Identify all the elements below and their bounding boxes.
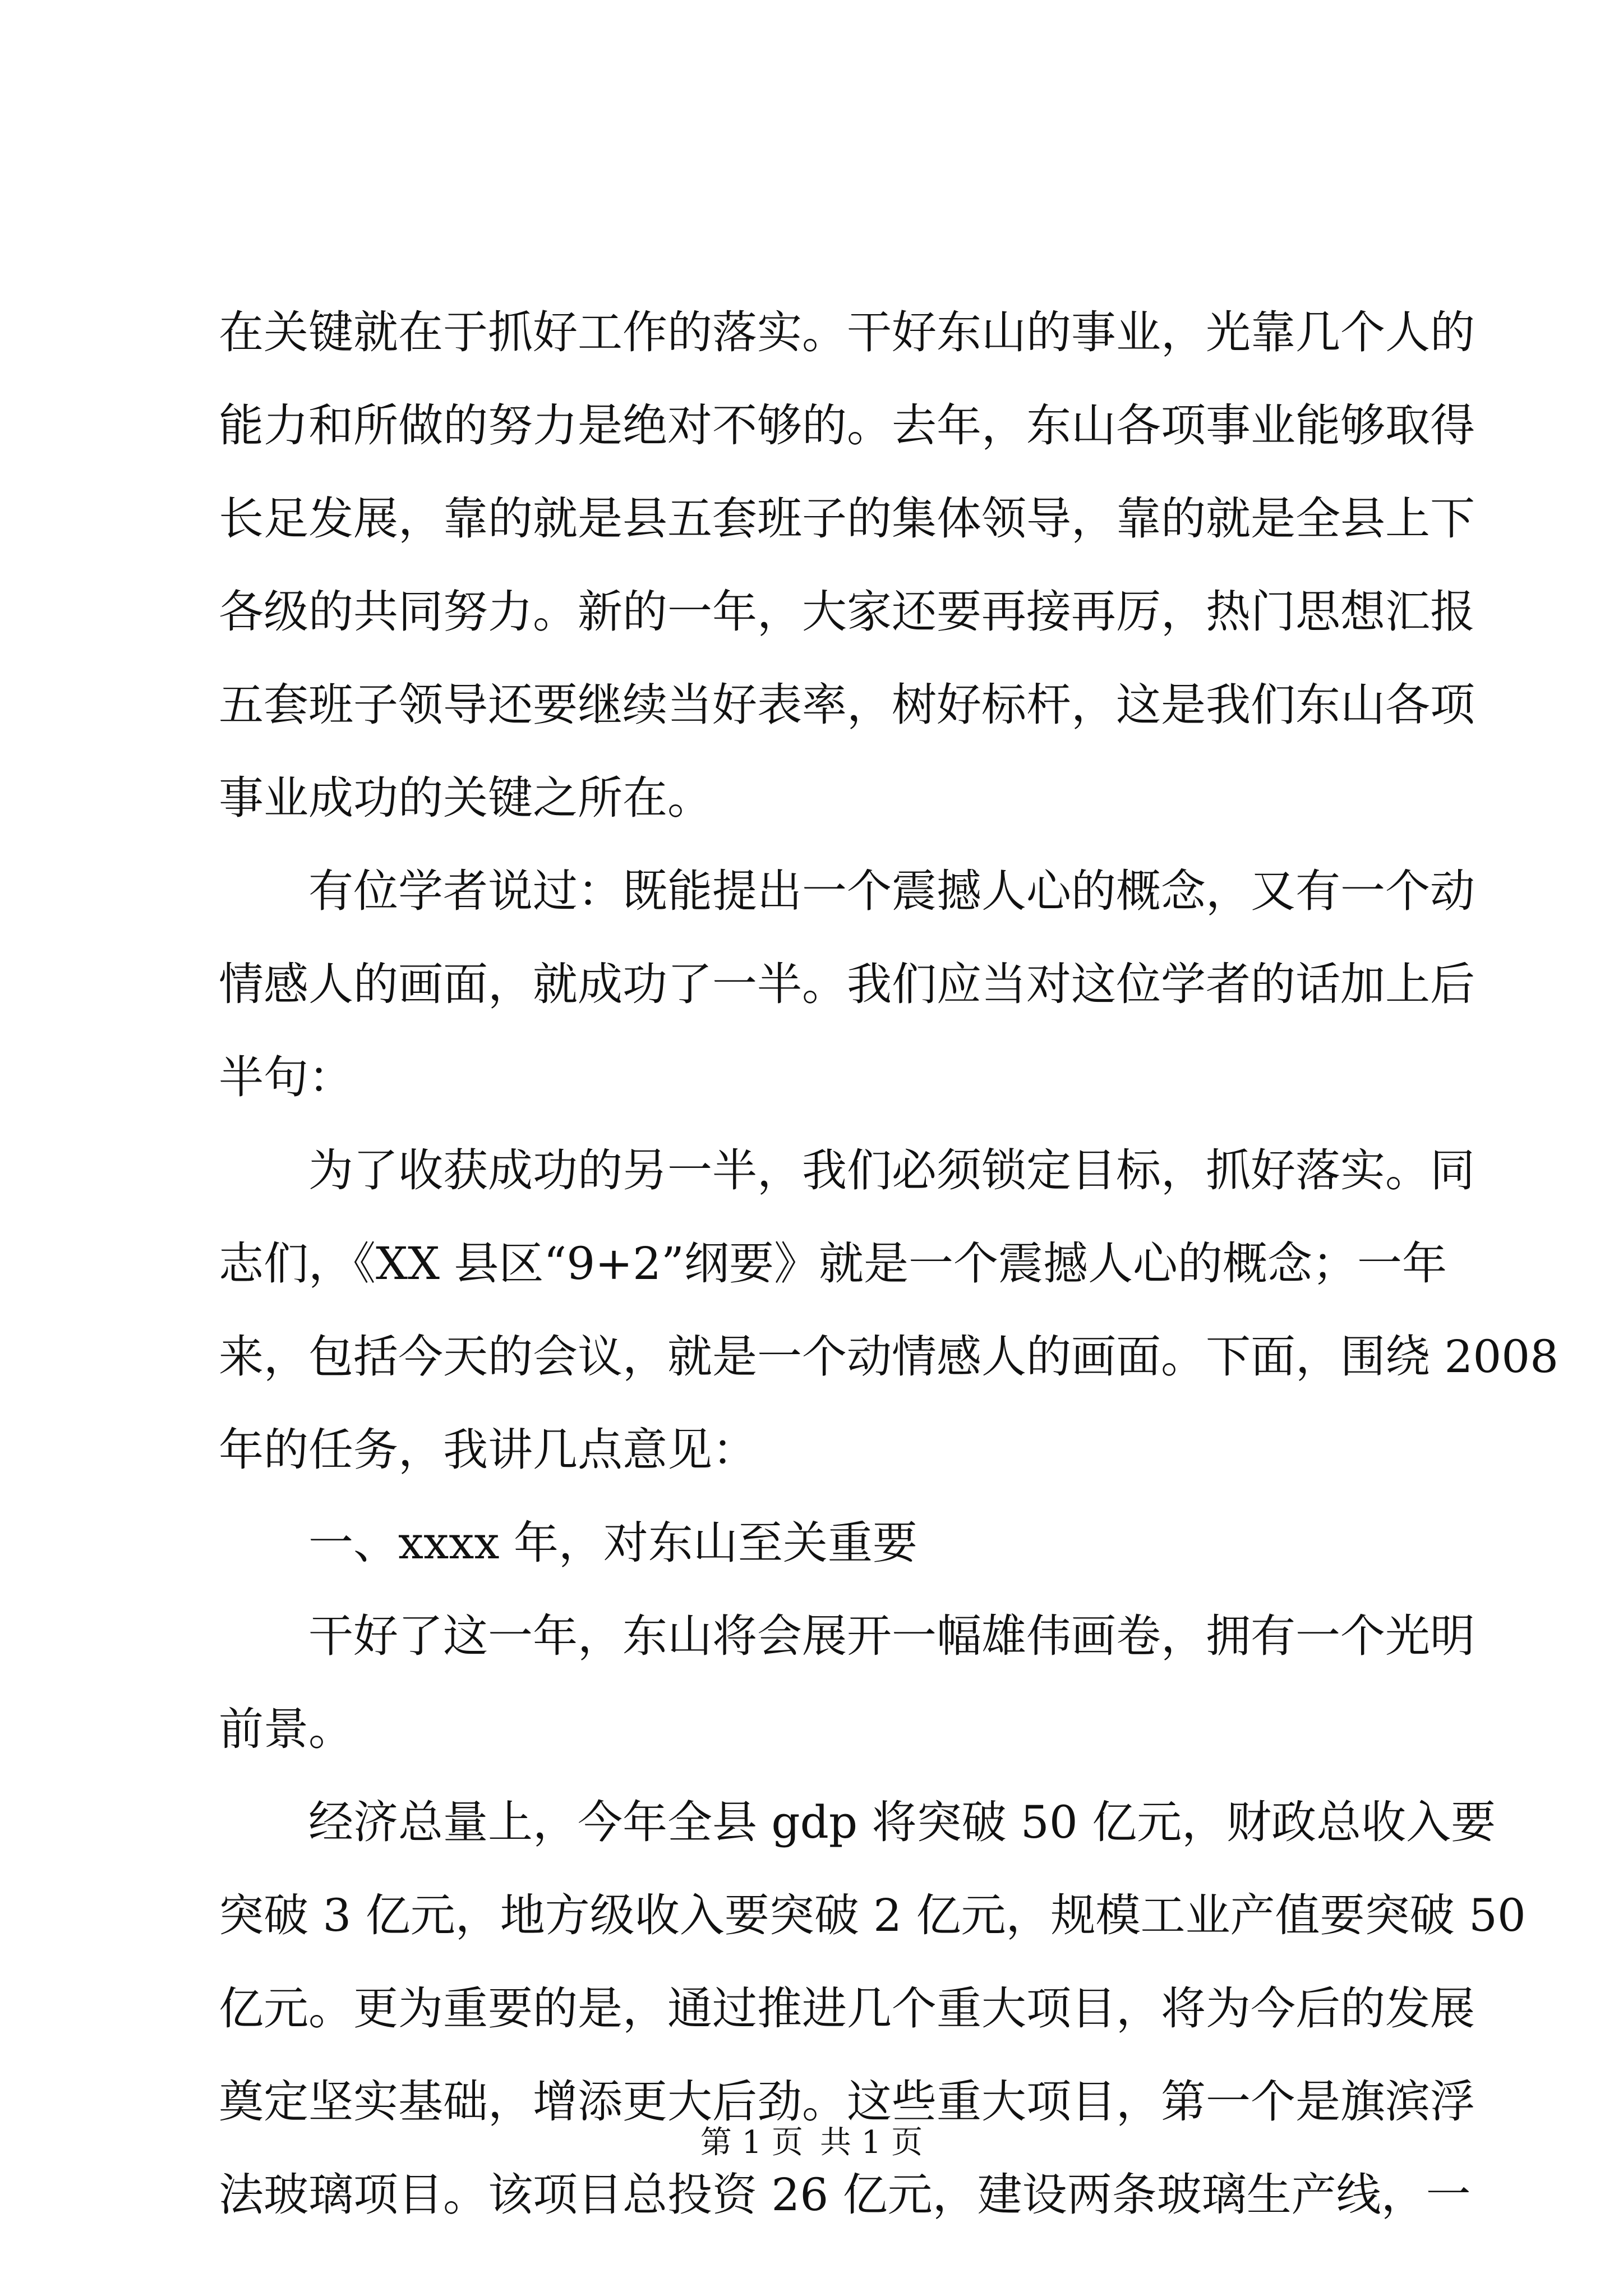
paragraph-line: 年的任务，我讲几点意见：: [219, 1424, 757, 1476]
paragraph-line: 能力和所做的努力是绝对不够的。去年，东山各项事业能够取得: [219, 399, 1475, 452]
paragraph-line: 志们，《XX 县区“9+2”纲要》就是一个震撼人心的概念；一年: [219, 1237, 1447, 1290]
paragraph-line: 为了收获成功的另一半，我们必须锁定目标，抓好落实。同: [308, 1144, 1475, 1197]
paragraph-line: 半句：: [219, 1051, 353, 1103]
paragraph-line: 各级的共同努力。新的一年，大家还要再接再厉，热门思想汇报: [219, 586, 1475, 638]
paragraph-line: 前景。: [219, 1703, 353, 1755]
document-body: [219, 286, 1559, 2242]
paragraph-line: 干好了这一年，东山将会展开一幅雄伟画卷，拥有一个光明: [308, 1610, 1475, 1662]
paragraph-line: 奠定坚实基础，增添更大后劲。这些重大项目，第一个是旗滨浮: [219, 2076, 1475, 2128]
paragraph-line: 在关键就在于抓好工作的落实。干好东山的事业，光靠几个人的: [219, 306, 1475, 358]
paragraph-line: 五套班子领导还要继续当好表率，树好标杆，这是我们东山各项: [219, 679, 1475, 731]
paragraph-line: 法玻璃项目。该项目总投资 26 亿元，建设两条玻璃生产线，一: [219, 2169, 1471, 2221]
paragraph-line: 来，包括今天的会议，就是一个动情感人的画面。下面，围绕 2008: [219, 1331, 1559, 1383]
paragraph-line: 情感人的画面，就成功了一半。我们应当对这位学者的话加上后: [219, 958, 1475, 1010]
paragraph-line: 经济总量上，今年全县 gdp 将突破 50 亿元，财政总收入要: [308, 1796, 1496, 1848]
page-footer: [0, 2120, 1623, 2165]
paragraph-line: 突破 3 亿元，地方级收入要突破 2 亿元，规模工业产值要突破 50: [219, 1889, 1526, 1941]
paragraph-line: 长足发展，靠的就是县五套班子的集体领导，靠的就是全县上下: [219, 493, 1475, 545]
section-heading: 一、xxxx 年，对东山至关重要: [308, 1517, 917, 1569]
page-number: 第 1 页: [700, 2124, 803, 2161]
paragraph-line: 事业成功的关键之所在。: [219, 772, 712, 824]
paragraph-line: 亿元。更为重要的是，通过推进几个重大项目，将为今后的发展: [219, 1982, 1475, 2035]
paragraph-line: 有位学者说过：既能提出一个震撼人心的概念，又有一个动: [308, 865, 1475, 917]
page-total: 共 1 页: [820, 2124, 923, 2161]
